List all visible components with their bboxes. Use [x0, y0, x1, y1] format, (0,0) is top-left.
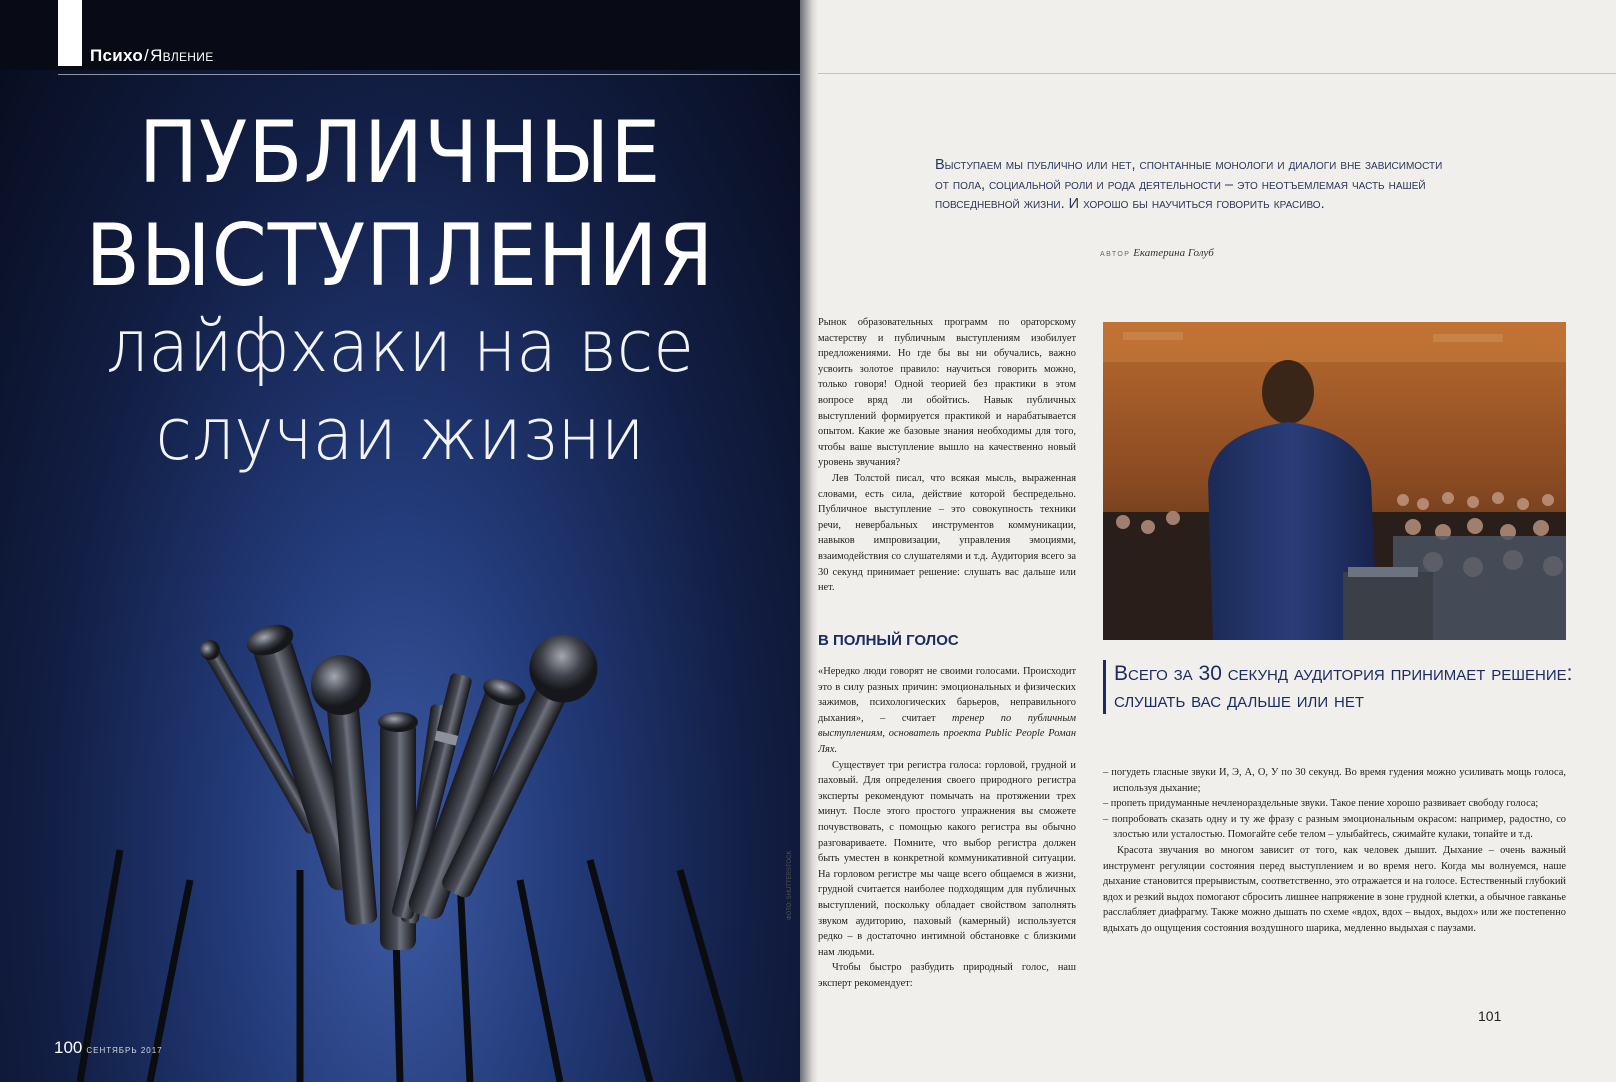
microphones-illustration	[0, 620, 800, 1082]
headline-line-3: лайфхаки на все	[106, 304, 694, 388]
header-rule-right	[818, 73, 1616, 74]
speaker-at-podium-photo	[1103, 322, 1566, 640]
list-item: – попробовать сказать одну и ту же фразу с разным эмоциональным окрасом: например, радостно, со злостью или усталостью. Помогайте себе телом – улыбайтесь, сжимайте кулаки, топайте и т.д.	[1103, 813, 1566, 841]
article-lead: Выступаем мы публично или нет, спонтанные монологи и диалоги вне зависимости от пола, социальной роли и рода деятельности – это неотъемлемая часть нашей повседневной жизни. И хорошо бы научиться говорить красиво.	[935, 157, 1443, 212]
right-page	[818, 0, 1616, 1082]
paragraph: Чтобы быстро разбудить природный голос, наш эксперт рекомендует:	[818, 962, 1076, 989]
page-number-left: 100 СЕНТЯБРЬ 2017	[54, 1038, 163, 1057]
section-marker-bar	[58, 0, 82, 66]
headline-line-1: ПУБЛИЧНЫЕ	[138, 103, 662, 203]
paragraph: Красота звучания во многом зависит от того, как человек дышит. Дыхание – очень важный инструмент регуляции состояния перед выступлением и во время него. Когда мы волнуемся, наше дыхание становится прерывистым, соответственно, это отражается и на голосе. Естественный глубокий вдох и резкий выдох помогают сбросить лишнее напряжение в зоне грудной клетки, а обычное гавканье расслабляет диафрагму. Также можно дышать по схеме «вдох, вдох – выдох, выдох» или же постепенно вдыхать до ощущения состояния воздушного шарика, медленно выдыхая с паузами.	[1103, 844, 1566, 934]
subheading: В ПОЛНЫЙ ГОЛОС	[818, 632, 959, 649]
issue-date: СЕНТЯБРЬ 2017	[86, 1046, 163, 1055]
paragraph: Рынок образовательных программ по ораторскому мастерству и публичным выступлениям изобилует предложениями. Но где бы вы ни обучались, важно усвоить золотое правило: научиться говорить можно, только говоря! Одной теорией без практики в этом вопросе вряд ли обойтись. Навык публичных выступлений формируется практикой и нарабатывается опытом. Какие же базовые знания необходимы для того, чтобы ваше выступление вышло на качественно новый уровень звучания?	[818, 317, 1076, 469]
section-label: Психо/Явление	[90, 46, 214, 65]
header-rule	[58, 74, 800, 75]
headline-line-2: ВЫСТУПЛЕНИЯ	[85, 206, 715, 306]
list-item: – пропеть придуманные нечленораздельные звуки. Такое пение хорошо развивает свободу голоса;	[1103, 798, 1539, 810]
left-page	[0, 0, 800, 1082]
quote-attribution: тренер по публичным выступлениям, основатель проекта Public People Роман Лях.	[818, 712, 1076, 755]
page-number-right: 101	[1478, 1008, 1502, 1024]
pull-quote: Всего за 30 секунд аудитория принимает решение: слушать вас дальше или нет	[1103, 660, 1574, 714]
headline-line-4: случаи жизни	[155, 392, 645, 476]
photo-credit: ФОТО: SHUTTERSTOCK	[787, 850, 793, 920]
section-sub: Явление	[150, 46, 214, 65]
column-2	[1103, 765, 1566, 937]
column-1-voice	[818, 664, 1076, 991]
paragraph: Существует три регистра голоса: горловой, грудной и паховый. Для определения своего природного регистра эксперты рекомендуют помычать на протяжении трех минут. После этого простого упражнения вы сможете почувствовать, с помощью какого регистра вы обычно разговариваете. Помните, что выбор регистра должен быть уместен в конкретной коммуникативной ситуации. На горловом регистре мы чаще всего общаемся в жизни, грудной считается наиболее подходящим для публичных выступлений, поскольку обладает свойством заполнять звуком аудиторию, паховый (камерный) используется редко – в достаточно интимной обстановке с близкими нам людьми.	[818, 759, 1076, 958]
quote-paragraph: «Нередко люди говорят не своими голосами. Происходит это в силу разных причин: эмоциональных и физических зажимов, психологических барьеров, неправильного дыхания», – считает тренер по публичным выступлениям, основатель проекта Public People Роман Лях.	[818, 666, 1076, 755]
paragraph: Лев Толстой писал, что всякая мысль, выраженная словами, есть сила, действие которой беспредельно. Публичное выступление – это совокупность техники речи, невербальных инструментов коммуникации, навыков импровизации, управления эмоциями, взаимодействия со слушателями и т.д. Аудитория всего за 30 секунд принимает решение: слушать вас дальше или нет.	[818, 472, 1076, 594]
byline-label: АВТОР	[1100, 251, 1131, 258]
byline	[1100, 247, 1214, 259]
list-item: – погудеть гласные звуки И, Э, А, О, У по 30 секунд. Во время гудения можно усиливать мощь голоса, используя дыхание;	[1103, 767, 1566, 794]
column-1-intro	[818, 315, 1076, 596]
byline-author: Екатерина Голуб	[1133, 247, 1214, 259]
section-main: Психо	[90, 46, 144, 65]
spread-gutter	[800, 0, 818, 1082]
